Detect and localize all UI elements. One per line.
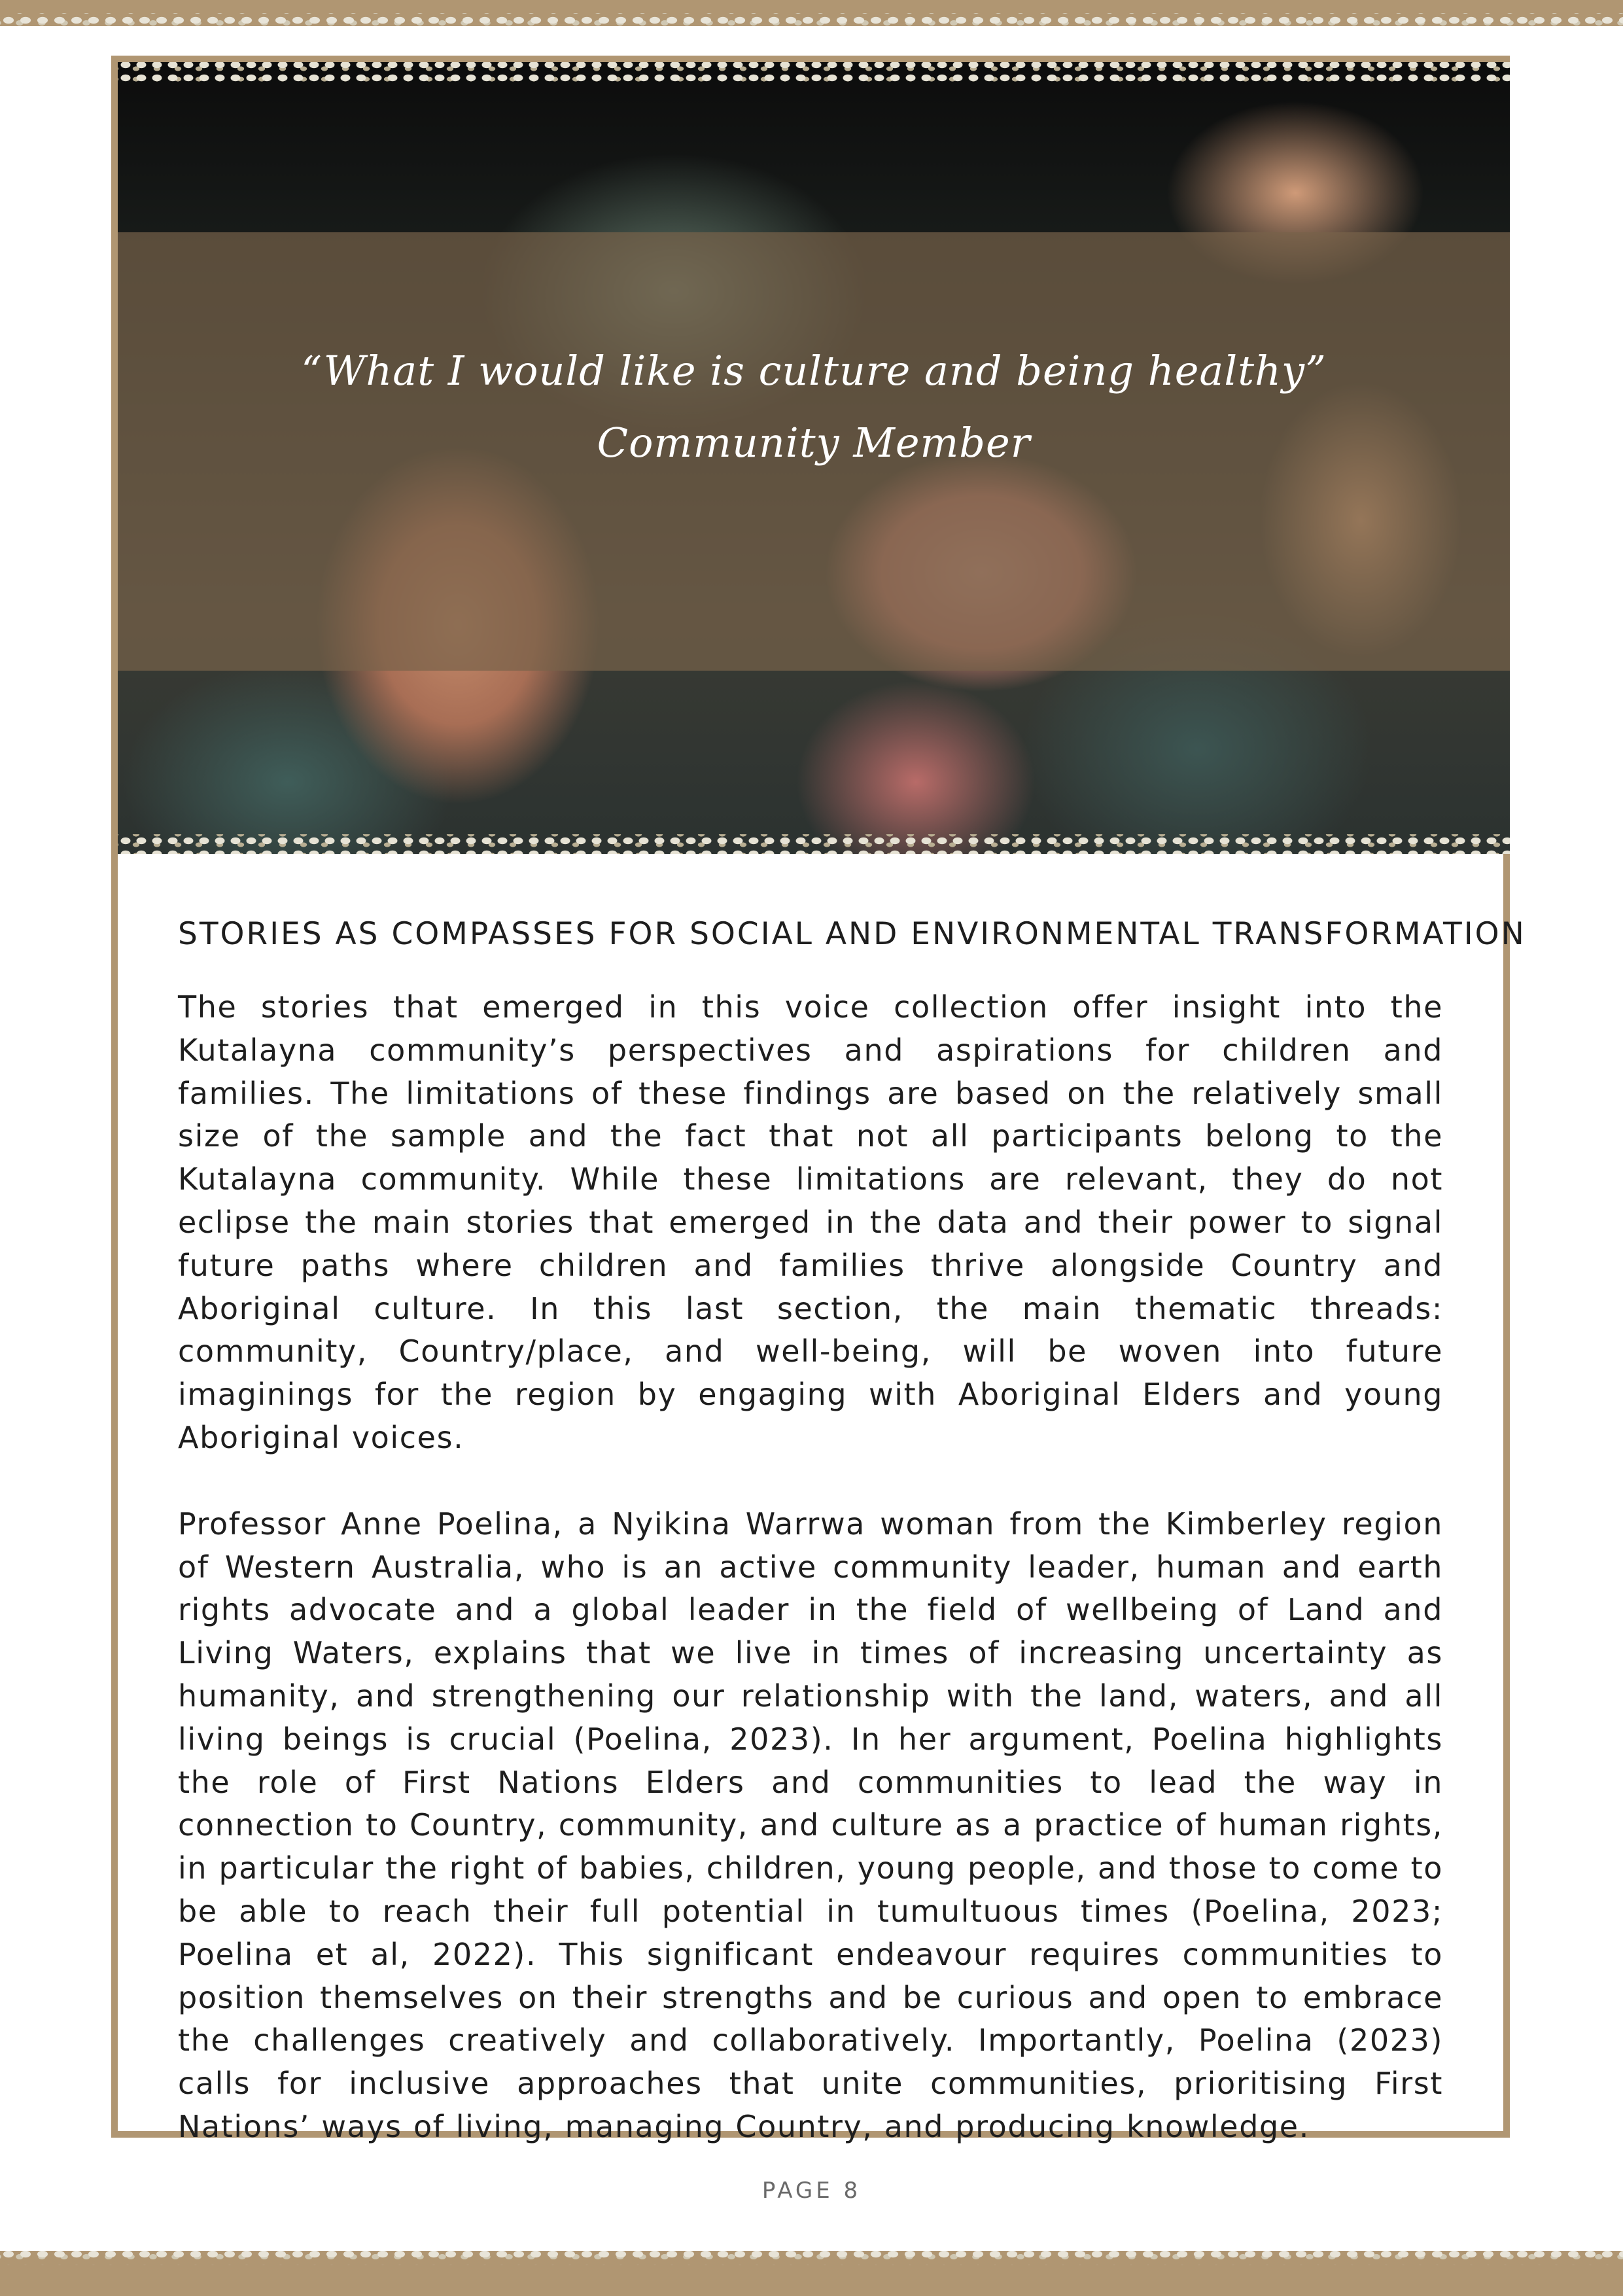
hero-top-leaf-edge bbox=[118, 62, 1510, 82]
paragraph-1: The stories that emerged in this voice collection offer insight into the Kutalayna community’s perspectives and aspirations for children and families. The limitations of these findings are based on the relatively small size of the sample and the fact that not all participants belong to the Kutalayna community. While these limitations are relevant, they do not eclipse the main stories that emerged in the data and their power to signal future paths where children and families thrive alongside Country and Aboriginal culture. In this last section, the main thematic threads: community, Country/place, and well-being, will be woven into future imaginings for the region by engaging with Aboriginal Elders and young Aboriginal voices. bbox=[178, 989, 1443, 1455]
hero-photo bbox=[118, 62, 1510, 854]
hero-bottom-leaf-edge bbox=[118, 834, 1510, 854]
page-number: PAGE 8 bbox=[761, 2178, 862, 2204]
paragraph-2: Professor Anne Poelina, a Nyikina Warrwa woman from the Kimberley region of Western Australia, who is an active community leader, human and earth rights advocate and a global leader in the field of wellbeing of Land and Living Waters, explains that we live in times of increasing uncertainty as humanity, and strengthening our relationship with the land, waters, and all living beings is crucial (Poelina, 2023). In her argument, Poelina highlights the role of First Nations Elders and communities to lead the way in connection to Country, community, and culture as a practice of human rights, in particular the right of babies, children, young people, and those to come to be able to reach their full potential in tumultuous times (Poelina, 2023; Poelina et al, 2022). This significant endeavour requires communities to position themselves on their strengths and be curious and open to embrace the challenges creatively and collaboratively. Importantly, Poelina (2023) calls for inclusive approaches that unite communities, prioritising First Nations’ ways of living, managing Country, and producing knowledge. bbox=[178, 1506, 1443, 2144]
main-content bbox=[178, 916, 1526, 2192]
hero-quote: “What I would like is culture and being healthy” bbox=[301, 347, 1327, 395]
section-title: STORIES AS COMPASSES FOR SOCIAL AND ENVIRONMENTAL TRANSFORMATION bbox=[178, 916, 1526, 952]
bottom-leaf-border bbox=[0, 2251, 1623, 2296]
top-leaf-border bbox=[0, 0, 1623, 26]
hero-attribution: Community Member bbox=[597, 419, 1031, 467]
